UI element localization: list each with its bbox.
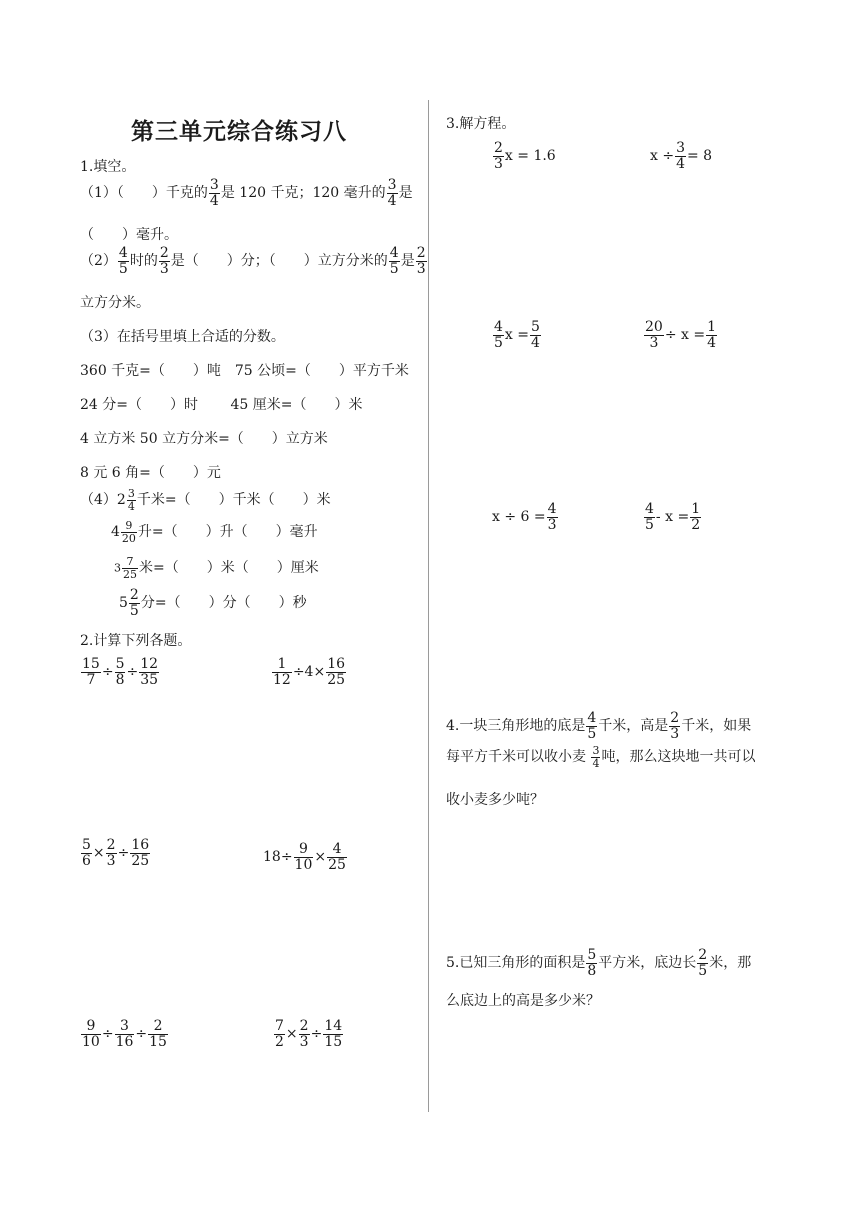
q1-s3-line1: 360 千克=（ ）吨 75 公顷=（ ）平方千米: [80, 363, 409, 379]
q1-s2-line1: （2） $\frac{4}{5}$ 时的 $\frac{2}{3}$ 是（ ）分；（ ）立方分米的 $\frac{4}{5}$ 是 $\frac{2}{3}$: [80, 245, 426, 277]
mixed-number: 3 $\frac{7}{25}$: [114, 555, 137, 581]
q2-expression-2: $\frac{1}{12}$ ÷4× $\frac{16}{25}$: [273, 656, 346, 688]
q2-heading: 2.计算下列各题。: [80, 633, 192, 649]
mixed-number: 2 $\frac{3}{4}$: [116, 487, 135, 513]
q1-s2-line2: 立方分米。: [80, 295, 150, 311]
column-divider: [428, 100, 429, 1112]
fraction: $\frac{4}{5}$: [389, 245, 399, 277]
q1-s3-line2: 24 分=（ ）时 45 厘米=（ ）米: [80, 397, 363, 413]
page-title: 第三单元综合练习八: [131, 119, 347, 145]
q3-equation-4: $\frac{20}{3}$ ÷ x = $\frac{1}{4}$: [645, 319, 717, 351]
q1-heading: 1.填空。: [80, 159, 136, 175]
fraction: $\frac{3}{4}$: [387, 177, 397, 209]
fraction: $\frac{4}{5}$: [118, 245, 128, 277]
q1-s1-line1: （1）（ ）千克的 $\frac{3}{4}$ 是 120 千克；120 毫升的 $\frac{3}{4}$ 是: [80, 177, 413, 209]
q2-expression-3: $\frac{5}{6}$ × $\frac{2}{3}$ ÷ $\frac{16}{25}$: [82, 837, 150, 869]
q2-expression-6: $\frac{7}{2}$ × $\frac{2}{3}$ ÷ $\frac{14}{15}$: [275, 1018, 343, 1050]
q1-s3-line4: 8 元 6 角=（ ）元: [80, 465, 221, 481]
q3-heading: 3.解方程。: [446, 116, 516, 132]
q2-expression-5: $\frac{9}{10}$ ÷ $\frac{3}{16}$ ÷ $\frac{2}{15}$: [82, 1018, 167, 1050]
q3-equation-5: x ÷ 6 = $\frac{4}{3}$: [492, 501, 557, 533]
q4-line1: 4.一块三角形地的底是 $\frac{4}{5}$ 千米，高是 $\frac{2}{3}$ 千米，如果: [446, 710, 752, 742]
q5-line2: 么底边上的高是多少米？: [446, 993, 600, 1009]
q2-expression-4: 18÷ $\frac{9}{10}$ × $\frac{4}{25}$: [263, 841, 346, 873]
fraction: $\frac{2}{3}$: [416, 245, 426, 277]
q1-s4-row4: 5 $\frac{2}{5}$ 分=（ ）分（ ）秒: [119, 587, 307, 619]
q4-line3: 收小麦多少吨？: [446, 792, 544, 808]
q3-equation-1: $\frac{2}{3}$ x = 1.6: [494, 140, 556, 172]
q1-s4-row3: 3 $\frac{7}{25}$ 米=（ ）米（ ）厘米: [114, 555, 319, 581]
mixed-number: 4 $\frac{9}{20}$: [111, 519, 136, 545]
q3-equation-6: $\frac{4}{5}$ - x = $\frac{1}{2}$: [645, 501, 701, 533]
q1-s4-row1: （4）2 $\frac{3}{4}$ 千米=（ ）千米（ ）米: [80, 487, 331, 513]
q4-line2: 每平方千米可以收小麦 $\frac{3}{4}$ 吨，那么这块地一共可以: [446, 744, 756, 770]
q3-equation-3: $\frac{4}{5}$ x = $\frac{5}{4}$: [494, 319, 540, 351]
q1-s4-row2: 4 $\frac{9}{20}$ 升=（ ）升（ ）毫升: [111, 519, 318, 545]
fraction: $\frac{2}{3}$: [159, 245, 169, 277]
q1-s3-line3: 4 立方米 50 立方分米=（ ）立方米: [80, 431, 328, 447]
q5-line1: 5.已知三角形的面积是 $\frac{5}{8}$ 平方米，底边长 $\frac{2}{5}$ 米，那: [446, 947, 752, 979]
q1-s3-heading: （3）在括号里填上合适的分数。: [80, 329, 285, 345]
mixed-number: 5 $\frac{2}{5}$: [119, 587, 139, 619]
q2-expression-1: $\frac{15}{7}$ ÷ $\frac{5}{8}$ ÷ $\frac{12}{35}$: [82, 656, 159, 688]
fraction: $\frac{3}{4}$: [209, 177, 219, 209]
q3-equation-2: x ÷ $\frac{3}{4}$ = 8: [650, 140, 713, 172]
q1-s1-line2: （ ）毫升。: [80, 227, 178, 243]
